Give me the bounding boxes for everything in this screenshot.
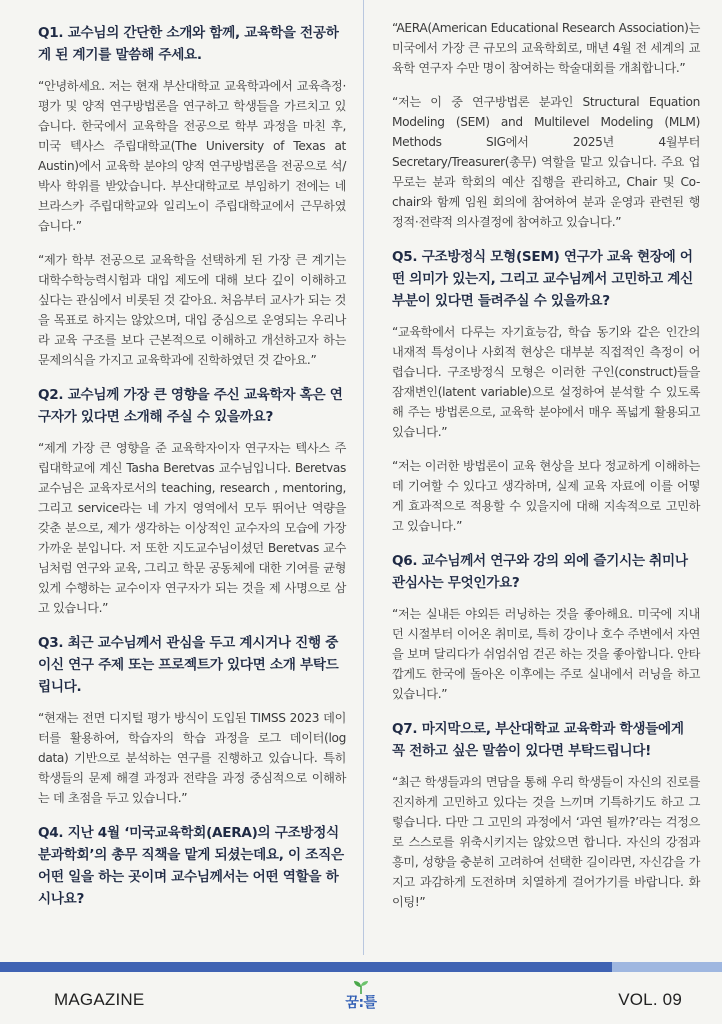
answer-1b: “제가 학부 전공으로 교육학을 선택하게 된 가장 큰 계기는 대학수학능력시험과 대입 제도에 대해 보다 깊이 이해하고 싶다는 관심에서 비롯된 것 같아요. 처음부터 교사가 되는 것을 목표로 하지는 않았으며, 대입 중심으로 운영되는 우리나라 교육 구조를 보다 근본적으로 이해하고 개선하고자 하는 문제의식을 가지고 교육학과에 진학하였던 것 같아요.” — [38, 253, 346, 367]
column-divider — [363, 0, 364, 955]
footer-band-dark — [0, 962, 612, 972]
answer-1a: “안녕하세요. 저는 현재 부산대학교 교육학과에서 교육측정·평가 및 양적 연구방법론을 연구하고 학생들을 가르치고 있습니다. 한국에서 교육학을 전공으로 학부 과정을 마친 후, 미국 텍사스 주립대학교(The University of Texas at Austin)에서 교육학 분야의 양적 연구방법론을 전공으로 석/박사 학위를 받았습니다. 부산대학교로 부임하기 전에는 네브라스카 주립대학교와 일리노이 주립대학교에서 근무하였습니다.” — [38, 79, 346, 233]
answer-3: “현재는 전면 디지털 평가 방식이 도입된 TIMSS 2023 데이터를 활용하여, 학습자의 학습 과정을 로그 데이터(log data) 기반으로 분석하는 연구를 진행하고 있습니다. 특히 학생들의 문제 해결 과정과 전략을 과정 중심적으로 이해하는 데 초점을 두고 있습니다.” — [38, 711, 346, 805]
answer-7: “최근 학생들과의 면담을 통해 우리 학생들이 자신의 진로를 진지하게 고민하고 있다는 것을 느끼며 기특하기도 하고 그렇습니다. 다만 그 고민의 과정에서 ‘과연 될까?’라는 걱정으로 스스로를 위축시키지는 않았으면 합니다. 자신의 강점과 흥미, 성향을 충분히 고려하여 선택한 길이라면, 자신감을 가지고 과감하게 도전하며 치열하게 걸어가기를 바랍니다. 화이팅!” — [392, 775, 700, 909]
question-6: Q6. 교수님께서 연구와 강의 외에 즐기시는 취미나 관심사는 무엇인가요? — [392, 553, 688, 591]
answer-2: “제게 가장 큰 영향을 준 교육학자이자 연구자는 텍사스 주립대학교에 계신 Tasha Beretvas 교수님입니다. Beretvas 교수님은 교육자로서의 teaching, research , mentoring, 그리고 service라는 네 가지 영역에서 모두 뛰어난 역량을 갖춘 분으로, 제가 생각하는 이상적인 교수자의 모습에 가장 가까운 분입니다. 저 또한 지도교수님이셨던 Beretvas 교수님처럼 연구와 교육, 그리고 학문 공동체에 대한 기여를 균형 있게 수행하는 교수이자 연구자가 되는 것을 제 사명으로 삼고 있습니다.” — [38, 441, 346, 615]
question-5: Q5. 구조방정식 모형(SEM) 연구가 교육 현장에 어떤 의미가 있는지, 그리고 교수님께서 고민하고 계신 부분이 있다면 들려주실 수 있을까요? — [392, 249, 693, 309]
volume-label: VOL. 09 — [618, 990, 682, 1009]
answer-4a: “AERA(American Educational Research Association)는 미국에서 가장 큰 규모의 교육학회로, 매년 4월 전 세계의 교육학 연구자 수만 명이 참여하는 학술대회를 개최합니다.” — [392, 21, 700, 75]
logo-text: 꿈:틀 — [345, 995, 377, 1011]
magazine-label: MAGAZINE — [54, 990, 145, 1009]
question-4: Q4. 지난 4월 ‘미국교육학회(AERA)의 구조방정식 분과학회’의 총무 직책을 맡게 되셨는데요, 이 조직은 어떤 일을 하는 곳이며 교수님께서는 어떤 역할을 하시나요? — [38, 825, 344, 907]
answer-6: “저는 실내든 야외든 러닝하는 것을 좋아해요. 미국에 지내던 시절부터 이어온 취미로, 특히 강이나 호수 주변에서 자연을 보며 달리다가 쉬엄쉬엄 걷곤 하는 것을 좋아합니다. 안타깝게도 한국에 돌아온 이후에는 주로 실내에서 러닝을 하고 있습니다.” — [392, 607, 700, 701]
question-2: Q2. 교수님께 가장 큰 영향을 주신 교육학자 혹은 연구자가 있다면 소개해 주실 수 있을까요? — [38, 387, 343, 425]
footer-band-light — [612, 962, 722, 972]
magazine-logo — [336, 980, 386, 1020]
answer-4b: “저는 이 중 연구방법론 분과인 Structural Equation Modeling (SEM) and Multilevel Modeling (MLM) Methods SIG에서 2025년 4월부터 Secretary/Treasurer(총무) 역할을 맡고 있습니다. 주요 업무로는 분과 학회의 예산 집행을 관리하고, Chair 및 Co-chair와 함께 임원 회의에 참여하여 분과 운영과 관련된 행정적·전략적 의사결정에 참여하고 있습니다.” — [392, 95, 700, 229]
answer-5a: “교육학에서 다루는 자기효능감, 학습 동기와 같은 인간의 내재적 특성이나 사회적 현상은 대부분 직접적인 측정이 어렵습니다. 구조방정식 모형은 이러한 구인(construct)들을 잠재변인(latent variable)으로 설정하여 분석할 수 있도록 해 주는 방법론으로, 교육학 분야에서 매우 폭넓게 활용되고 있습니다.” — [392, 325, 700, 439]
question-7: Q7. 마지막으로, 부산대학교 교육학과 학생들에게 꼭 전하고 싶은 말씀이 있다면 부탁드립니다! — [392, 721, 684, 759]
answer-5b: “저는 이러한 방법론이 교육 현상을 보다 정교하게 이해하는 데 기여할 수 있다고 생각하며, 실제 교육 자료에 이를 어떻게 효과적으로 적용할 수 있을지에 대해 지속적으로 고민하고 있습니다.” — [392, 459, 700, 533]
question-1: Q1. 교수님의 간단한 소개와 함께, 교육학을 전공하게 된 계기를 말씀해 주세요. — [38, 25, 339, 63]
question-3: Q3. 최근 교수님께서 관심을 두고 계시거나 진행 중이신 연구 주제 또는 프로젝트가 있다면 소개 부탁드립니다. — [38, 635, 339, 695]
left-column — [38, 22, 346, 920]
right-column — [392, 18, 700, 926]
